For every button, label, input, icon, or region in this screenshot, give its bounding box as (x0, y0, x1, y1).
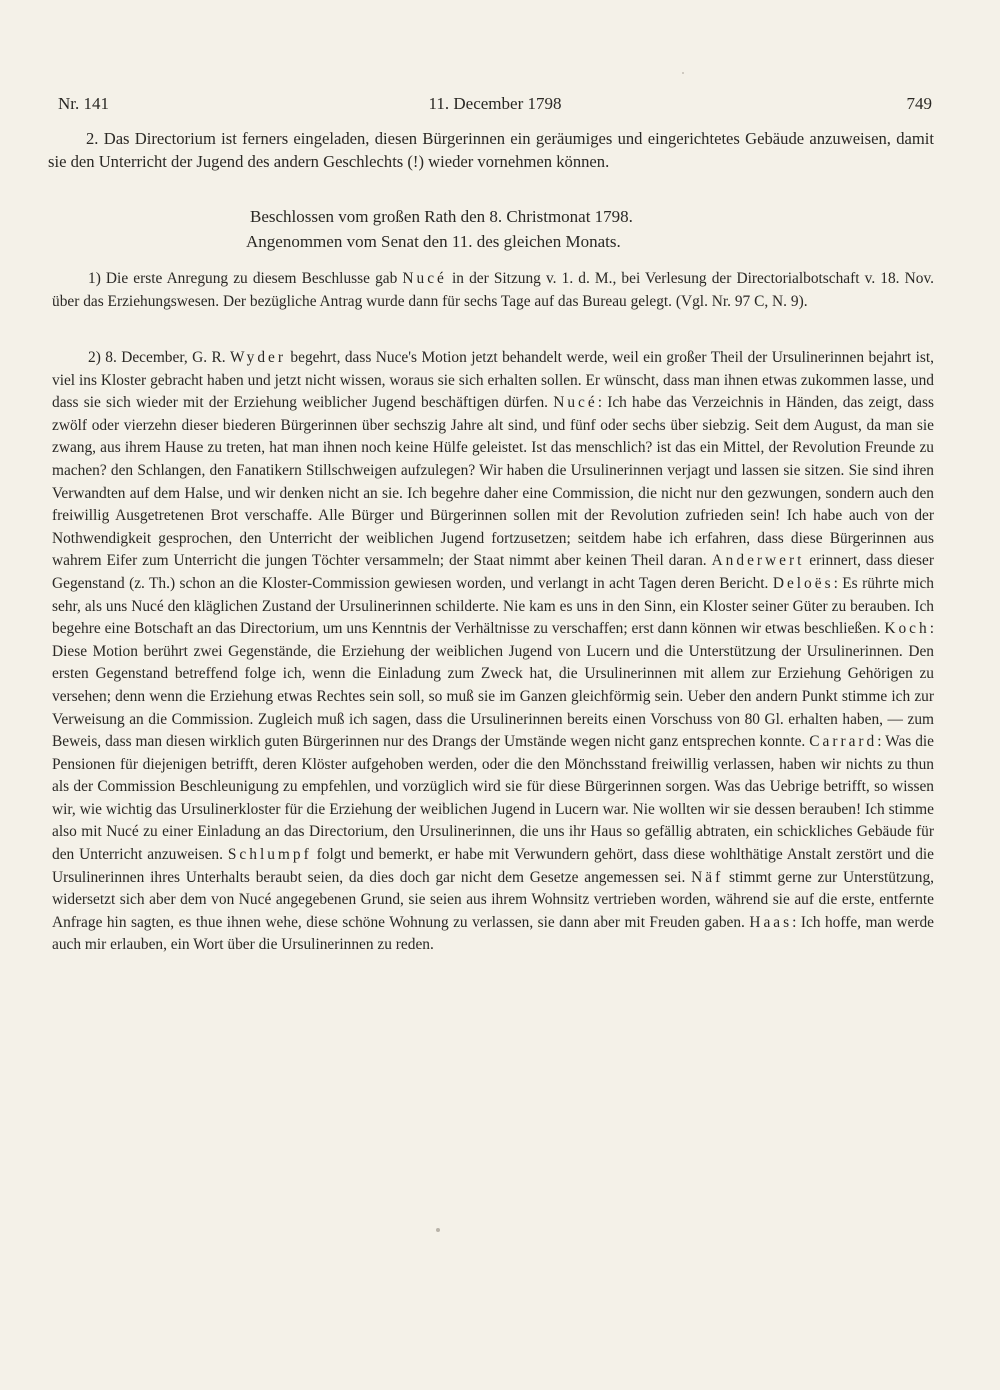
note2-segment: : Es rührte mich sehr, als uns Nucé den kläglichen Zustand der Ursulinerinnen schilderte. Nie kam es uns in den Sinn, ein Kloster seiner Güter zu berauben. Ich begehre eine Botschaft an das Directorium, um uns Kenntnis der Verhältnisse zu verschaffen; erst dann können wir etwas beschließen. (52, 574, 934, 638)
speaker-name: Koch (884, 620, 930, 638)
note2-segment: : Diese Motion berührt zwei Gegenstände, die Erziehung der weiblichen Jugend von Lucern und die Unterstützung der Ursulinerinnen. Den ersten Gegenstand betreffend folge ich, wenn die Einladung zum Zweck hat, die Ursulinerinnen mit allem zur Erziehung Gehörigen zu versehen; denn wenn die Erziehung etwas Rechtes sein soll, so muß sie im Ganzen gleichförmig sein. Ueber den andern Punkt stimme ich zur Verweisung an die Commission. Zugleich muß ich sagen, dass die Ursulinerinnen bereits einen Vorschuss von 80 Gl. erhalten haben, — zum Beweis, dass man diesen wirklich guten Bürgerinnen nur des Drangs der Umstände wegen nicht ganz entsprechen konnte. (52, 620, 934, 751)
speaker-name: Schlumpf (227, 846, 312, 864)
paper-speck (436, 1228, 440, 1232)
document-number: Nr. 141 (58, 94, 109, 113)
paper-speck (682, 72, 684, 74)
speaker-name: Nucé (553, 394, 598, 412)
speaker-name: Nucé (402, 270, 447, 287)
header-date: 11. December 1798 (428, 94, 562, 113)
note2-segment: : Was die Pensionen für diejenigen betrifft, deren Klöster aufgehoben werden, oder die den Mönchsstand freiwillig verlassen, haben wir nichts zu thun als der Commission Beschleunigung zu empfehlen, und vorzüglich wird sie für diese Bürgerinnen sorgen. Was das Uebrige betrifft, so wissen wir, wie wichtig das Ursulinerkloster für die Erziehung der weiblichen Jugend in Lucern war. Nie wollten wir sie dessen berauben! Ich stimme also mit Nucé zu einer Einladung an das Directorium, den Ursulinerinnen, die uns ihr Haus so gefällig abtraten, ein schickliches Gebäude für den Unterricht anzuweisen. (52, 733, 934, 864)
paragraph-2-text: 2. Das Directorium ist ferners eingeladen, diesen Bürgerinnen ein geräumiges und eingerichtetes Gebäude anzuweisen, damit sie den Unterricht der Jugend des andern Geschlechts (!) wieder vornehmen können. (48, 129, 934, 171)
note2-segment: erinnert, dass dieser Gegenstand (z. Th.) schon an die Kloster-Commission gewiesen worden, und verlangt in acht Tagen deren Bericht. (52, 552, 935, 592)
note2-segment: stimmt gerne zur Unterstützung, widersetzt sich aber dem von Nucé angegebenen Grund, sie seien aus ihrem Wohnsitz vertrieben worden, während sie auf die erste, entfernte Anfrage hin sagten, es thue ihnen wehe, diese schöne Wohnung zu verlassen, sie dann aber mit Freuden gaben. (52, 868, 934, 931)
note2-segment: begehrt, dass Nuce's Motion jetzt behandelt werde, weil ein großer Theil der Ursulinerinnen bejahrt ist, viel ins Kloster gebracht haben und jetzt nicht wissen, woraus sie sich erhalten sollen. Er wünscht, dass man ihnen etwas zukommen lasse, und dass sie sich wieder mit der Erziehung weiblicher Jugend beschäftigen dürfen. (52, 349, 934, 412)
resolution-line-council: Beschlossen vom großen Rath den 8. Christmonat 1798. (250, 207, 633, 226)
running-head (58, 92, 932, 116)
speaker-name: Deloës (772, 574, 834, 592)
note2-segment: 2) 8. December, G. R. (88, 349, 231, 366)
note2-segment: : Ich hoffe, man werde auch mir erlauben, ein Wort über die Ursulinerinnen zu reden. (52, 913, 934, 954)
footnote-1 (52, 268, 934, 313)
footnote-2-text (52, 347, 934, 957)
resolution-line-senate: Angenommen vom Senat den 11. des gleichen Monats. (246, 232, 621, 251)
footnote-2 (52, 347, 934, 957)
footnote-1-part2: in der Sitzung v. 1. d. M., bei Verlesung der Directorialbotschaft v. 18. Nov. über das Erziehungswesen. Der bezügliche Antrag wurde dann für sechs Tage auf das Bureau gelegt. (Vgl. Nr. 97 C, N. 9). (52, 270, 934, 310)
footnote-1-part1: 1) Die erste Anregung zu diesem Beschlusse gab (88, 270, 403, 287)
speaker-name: Haas (749, 913, 793, 931)
resolution-paragraph-2 (48, 127, 934, 173)
speaker-name: Carrard (809, 733, 878, 751)
note2-segment: : Ich habe das Verzeichnis in Händen, das zeigt, dass zwölf oder vierzehn dieser biederen Bürgerinnen über sechszig Jahre alt sind, und fünf oder sechs über siebzig. Seit dem August, da man sie zwang, aus ihrem Hause zu treten, hat man ihnen noch keine Hülfe geleistet. Ist das menschlich? ist das ein Mittel, der Revolution Freunde zu machen? den Schlangen, den Fanatikern Stillschweigen aufzulegen? Wir haben die Ursulinerinnen verjagt und lassen sie sitzen. Sie sind ihren Verwandten auf dem Halse, und wir denken nicht an sie. Ich begehre daher eine Commission, die nicht nur den gezwungen, sondern auch den freiwillig Ausgetretenen Brot verschaffe. Alle Bürger und Bürgerinnen sollen mit der Revolution zufrieden sein! Ich habe auch von der Nothwendigkeit gesprochen, den Unterricht der weiblichen Jugend fortzusetzen; seitdem habe ich erfahren, dass diese Bürgerinnen aus wahrem Eifer zum Unterricht die jungen Töchter versammeln; der Staat nimmt aber keinen Theil daran. (52, 394, 934, 570)
speaker-name: Wyder (230, 349, 286, 366)
speaker-name: Näf (691, 868, 724, 886)
page-number: 749 (906, 94, 932, 113)
footnote-1-text (52, 268, 934, 313)
note2-segment: folgt und bemerkt, er habe mit Verwundern gehört, dass diese wohlthätige Anstalt zerstört und die Ursulinerinnen ihres Unterhalts beraubt seien, da dies doch gar nicht dem Gesetze angemessen sei. (52, 846, 935, 886)
speaker-name: Anderwert (711, 552, 805, 570)
